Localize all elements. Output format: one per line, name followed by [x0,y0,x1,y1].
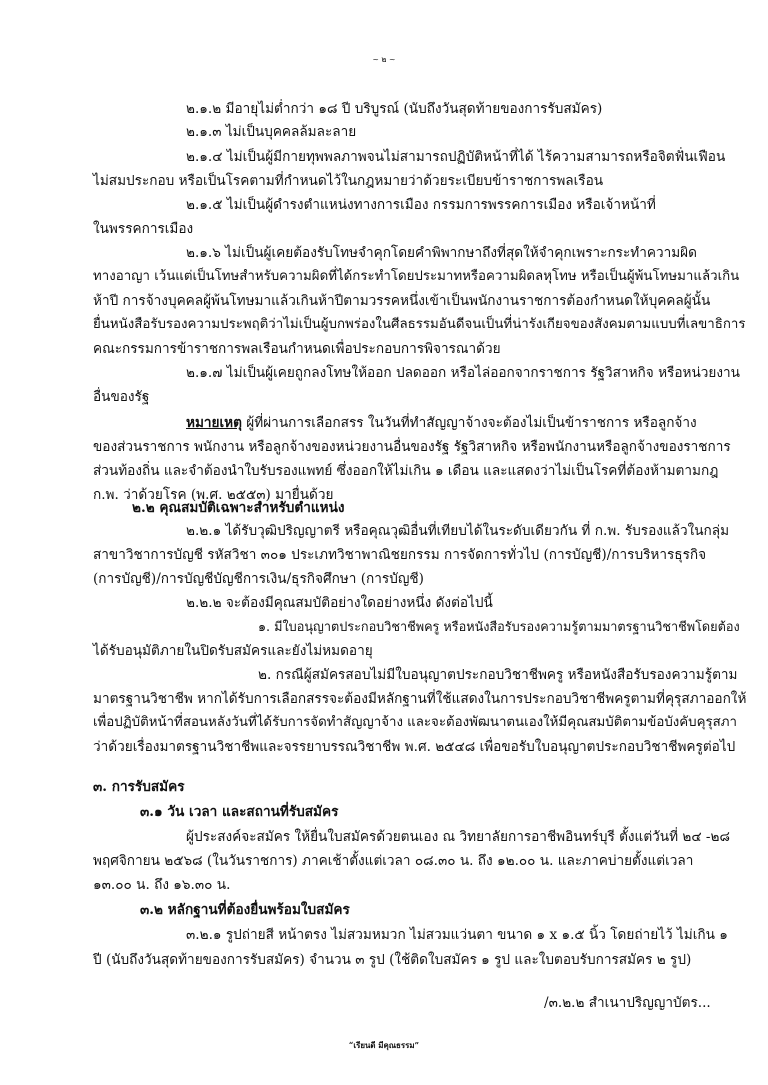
item-2-1-6-line5: คณะกรรมการข้าราชการพลเรือนกำหนดเพื่อประกอบการพิจารณาด้วย [93,341,501,357]
item-2-1-4-line2: ไม่สมประกอบ หรือเป็นโรคตามที่กำหนดไว้ในกฎหมายว่าด้วยระเบียบข้าราชการพลเรือน [93,173,604,189]
item-3-1-line1: ผู้ประสงค์จะสมัคร ให้ยื่นใบสมัครด้วยตนเอง ณ วิทยาลัยการอาชีพอินทร์บุรี ตั้งแต่วันที่ ๒๔ -๒๘ [186,829,730,845]
item-2-1-4-line1: ๒.๑.๔ ไม่เป็นผู้มีกายทุพพลภาพจนไม่สามารถปฏิบัติหน้าที่ได้ ไร้ความสามารถหรือจิตฟั่นเฟือน [186,149,726,165]
item-2-2-2-2-line2: มาตรฐานวิชาชีพ หากได้รับการเลือกสรรจะต้องมีหลักฐานที่ใช้แสดงในการประกอบวิชาชีพครูตามที่คุรุสภาออกให้ [93,691,747,707]
item-2-2-2-2-line4: ว่าด้วยเรื่องมาตรฐานวิชาชีพและจรรยาบรรณวิชาชีพ พ.ศ. ๒๕๔๘ เพื่อขอรับใบอนุญาตประกอบวิชาชีพครูต่อไป [93,739,736,755]
note-line1 [186,413,697,433]
item-2-1-2: ๒.๑.๒ มีอายุไม่ต่ำกว่า ๑๘ ปี บริบูรณ์ (นับถึงวันสุดท้ายของการรับสมัคร) [186,101,603,117]
item-2-1-6-line3: ห้าปี การจ้างบุคคลผู้พ้นโทษมาแล้วเกินห้าปีตามวรรคหนึ่งเข้าเป็นพนักงานราชการต้องกำหนดให้บุคคลผู้นั้น [93,293,711,309]
item-2-2-1-line1: ๒.๒.๑ ได้รับวุฒิปริญญาตรี หรือคุณวุฒิอื่นที่เทียบได้ในระดับเดียวกัน ที่ ก.พ. รับรองแล้วในกลุ่ม [186,523,730,539]
item-2-2-2-2-line1: ๒. กรณีผู้สมัครสอบไม่มีใบอนุญาตประกอบวิชาชีพครู หรือหนังสือรับรองความรู้ตาม [258,667,738,683]
item-3-1-line3: ๑๓.๐๐ น. ถึง ๑๖.๓๐ น. [93,877,231,893]
item-2-2-2-2-line3: เพื่อปฏิบัติหน้าที่สอนหลังวันที่ได้รับการจัดทำสัญญาจ้าง และจะต้องพัฒนาตนเองให้มีคุณสมบัติตามข้อบังคับคุรุสภา [93,715,737,730]
item-2-2-2: ๒.๒.๒ จะต้องมีคุณสมบัติอย่างใดอย่างหนึ่ง ดังต่อไปนี้ [186,595,493,611]
note-label: หมายเหตุ [186,415,242,431]
note-line4: ก.พ. ว่าด้วยโรค (พ.ศ. ๒๕๕๓) มายื่นด้วย [93,487,334,503]
item-2-2-1-line3: (การบัญชี)/การบัญชีบัญชีการเงิน/ธุรกิจศึกษา (การบัญชี) [93,571,424,587]
item-2-1-5-line2: ในพรรคการเมือง [93,221,194,237]
note-text: ผู้ที่ผ่านการเลือกสรร ในวันที่ทำสัญญาจ้างจะต้องไม่เป็นข้าราชการ หรือลูกจ้าง [241,415,697,431]
item-2-1-6-line1: ๒.๑.๖ ไม่เป็นผู้เคยต้องรับโทษจำคุกโดยคำพิพากษาถึงที่สุดให้จำคุกเพราะกระทำความผิด [186,245,697,261]
section-3-heading: ๓. การรับสมัคร [93,779,185,795]
item-2-2-2-1-line2: ได้รับอนุมัติภายในปิดรับสมัครและยังไม่หมดอายุ [93,643,373,659]
item-3-2-1-line1: ๓.๒.๑ รูปถ่ายสี หน้าตรง ไม่สวมหมวก ไม่สวมแว่นตา ขนาด ๑ x ๑.๕ นิ้ว โดยถ่ายไว้ ไม่เกิน ๑ [186,927,728,943]
item-3-2-1-line2: ปี (นับถึงวันสุดท้ายของการรับสมัคร) จำนวน ๓ รูป (ใช้ติดใบสมัคร ๑ รูป และใบตอบรับการสมัคร ๒ รูป) [93,952,692,968]
item-2-1-7-line2: อื่นของรัฐ [93,389,150,405]
item-2-1-3: ๒.๑.๓ ไม่เป็นบุคคลล้มละลาย [186,124,357,140]
section-3-2-heading: ๓.๒ หลักฐานที่ต้องยื่นพร้อมใบสมัคร [140,902,350,918]
section-3-1-heading: ๓.๑ วัน เวลา และสถานที่รับสมัคร [140,804,339,820]
section-2-2-heading: ๒.๒ คุณสมบัติเฉพาะสำหรับตำแหน่ง [132,500,345,516]
item-2-1-5-line1: ๒.๑.๕ ไม่เป็นผู้ดำรงตำแหน่งทางการเมือง กรรมการพรรคการเมือง หรือเจ้าหน้าที่ [186,197,656,213]
item-3-1-line2: พฤศจิกายน ๒๕๖๘ (ในวันราชการ) ภาคเช้าตั้งแต่เวลา ๐๘.๓๐ น. ถึง ๑๒.๐๐ น. และภาคบ่ายตั้งแต่เวลา [93,853,694,869]
continued-marker: /๓.๒.๒ สำเนาปริญญาบัตร... [544,995,711,1011]
item-2-1-6-line2: ทางอาญา เว้นแต่เป็นโทษสำหรับความผิดที่ได้กระทำโดยประมาทหรือความผิดลหุโทษ หรือเป็นผู้พ้นโทษมาแล้วเกิน [93,269,740,284]
college-motto: “เรียนดี มีคุณธรรม” [348,1041,420,1050]
item-2-1-6-line4: ยื่นหนังสือรับรองความประพฤติว่าไม่เป็นผู้บกพร่องในศีลธรรมอันดีจนเป็นที่น่ารังเกียจของสังคมตามแบบที่เลขาธิการ [93,317,746,332]
item-2-2-1-line2: สาขาวิชาการบัญชี รหัสวิชา ๓๐๑ ประเภทวิชาพาณิชยกรรม การจัดการทั่วไป (การบัญชี)/การบริหารธุรกิจ [93,547,707,563]
note-line3: ส่วนท้องถิ่น และจำต้องนำใบรับรองแพทย์ ซึ่งออกให้ไม่เกิน ๑ เดือน และแสดงว่าไม่เป็นโรคที่ต้องห้ามตามกฎ [93,463,719,479]
item-2-2-2-1-line1: ๑. มีใบอนุญาตประกอบวิชาชีพครู หรือหนังสือรับรองความรู้ตามมาตรฐานวิชาชีพโดยต้อง [258,619,740,634]
page-number: ~ ๒ ~ [372,55,396,64]
note-line2: ของส่วนราชการ พนักงาน หรือลูกจ้างของหน่วยงานอื่นของรัฐ รัฐวิสาหกิจ หรือพนักงานหรือลูกจ้างของราชการ [93,439,731,455]
item-2-1-7-line1: ๒.๑.๗ ไม่เป็นผู้เคยถูกลงโทษให้ออก ปลดออก หรือไล่ออกจากราชการ รัฐวิสาหกิจ หรือหน่วยงาน [186,365,740,381]
